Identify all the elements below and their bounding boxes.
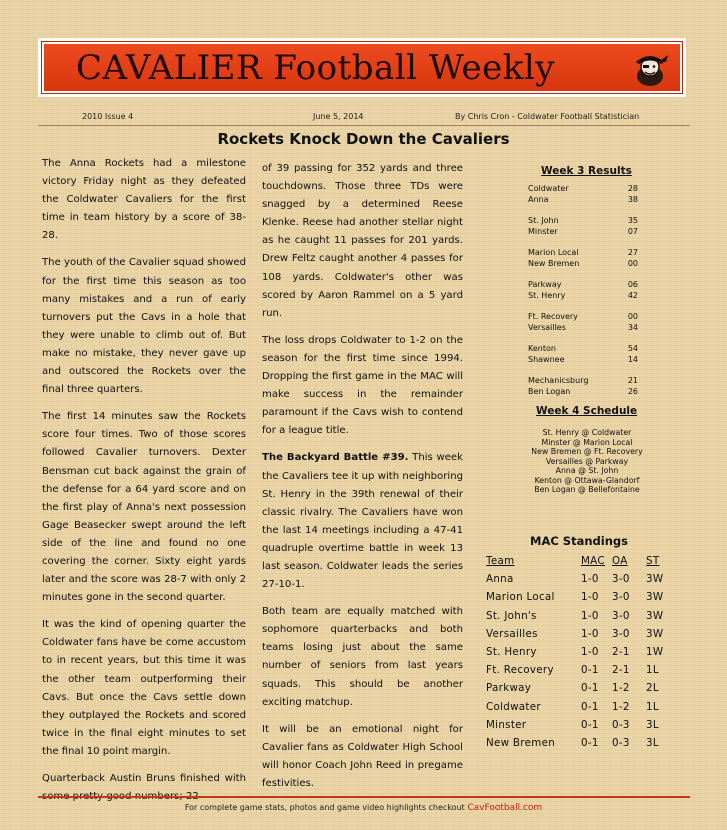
header-mac: MAC [581, 555, 605, 567]
standings-mac: 0-1 [581, 682, 599, 695]
paragraph: Quarterback Austin Bruns finished with some pretty good numbers; 22 [42, 773, 246, 803]
standings-streak: 3W [646, 573, 664, 586]
result-score: 38 [627, 195, 638, 204]
standings-streak: 3L [646, 718, 659, 731]
result-score: 14 [627, 355, 638, 364]
schedule-game: Minster @ Marion Local [541, 437, 633, 447]
standings-oa: 1-2 [612, 700, 630, 713]
schedule-game: Versailles @ Parkway [545, 456, 629, 466]
standings-team: Versailles [486, 627, 538, 640]
paragraph: The Anna Rockets had a milestone victory Friday night as they defeated the Coldwater Cavaliers for the first time in team history by a score of 38-28. [42, 158, 246, 242]
result-team: Mechanicsburg [528, 376, 589, 385]
issue-info-bar [0, 112, 727, 126]
standings-team: St. John's [486, 609, 537, 622]
standings-row [486, 698, 671, 716]
result-score: 34 [627, 323, 638, 332]
footer [0, 803, 727, 813]
standings-streak: 3W [646, 591, 664, 604]
standings-team: St. Henry [486, 645, 537, 658]
result-score: 28 [627, 184, 638, 193]
standings-title: MAC Standings [530, 534, 628, 548]
week3-results-title: Week 3 Results [541, 165, 632, 177]
masthead [38, 38, 686, 97]
standings-streak: 1W [646, 645, 664, 658]
schedule-game: Anna @ St. John [555, 466, 619, 475]
backyard-battle-text: This week the Cavaliers tee it up with neighboring St. Henry in the 39th renewal of their classic rivalry. The Cavaliers have won the last 14 meetings including a 47-41 quadruple overtime battle in week 13 last season. Coldwater leads the series 27-10-1. [262, 452, 463, 591]
standings-oa: 3-0 [612, 609, 630, 622]
issue-byline: By Chris Cron - Coldwater Football Statistician [455, 112, 640, 121]
standings-team: Minster [486, 718, 527, 731]
standings-row [486, 625, 671, 643]
standings-team: New Bremen [486, 736, 556, 749]
header-team: Team [486, 555, 515, 567]
standings-mac: 1-0 [581, 627, 599, 640]
paragraph: It will be an emotional night for Cavalier fans as Coldwater High School will honor Coach John Reed in pregame festivities. [262, 723, 463, 789]
standings-oa: 3-0 [612, 591, 630, 604]
result-score: 26 [627, 387, 638, 396]
standings-row [486, 734, 671, 752]
article-column-2 [262, 160, 463, 802]
standings-mac: 0-1 [581, 718, 599, 731]
header-oa: OA [612, 555, 628, 567]
standings-streak: 1L [646, 700, 659, 713]
standings-oa: 3-0 [612, 573, 630, 586]
result-score: 00 [627, 259, 638, 268]
result-team: Marion Local [528, 248, 579, 257]
standings-row [486, 588, 671, 606]
standings-oa: 2-1 [612, 645, 630, 658]
result-score: 07 [627, 227, 638, 236]
standings-table [486, 552, 671, 752]
result-score: 00 [627, 312, 638, 321]
result-team: Kenton [528, 344, 556, 353]
standings-row [486, 679, 671, 697]
standings-oa: 2-1 [612, 664, 630, 677]
standings-row [486, 607, 671, 625]
result-score: 54 [627, 344, 638, 353]
standings-mac: 0-1 [581, 700, 599, 713]
result-score: 35 [627, 216, 638, 225]
standings-streak: 3W [646, 609, 664, 622]
result-team: Minster [528, 227, 558, 236]
result-game [528, 343, 638, 365]
cavfootball-link[interactable]: CavFootball.com [467, 803, 543, 813]
header-divider [38, 125, 690, 126]
paragraph: Both team are equally matched with sophomore quarterbacks and both teams losing just about the same number of seniors from last years squads. This should be another exciting matchup. [262, 606, 463, 708]
result-game [528, 247, 638, 269]
standings-mac: 1-0 [581, 609, 599, 622]
paragraph: The first 14 minutes saw the Rockets score four times. Two of those scores followed Cavalier turnovers. Dexter Bensman cut back against the grain of the defense for a 64 yard score and on the first play of Anna's next possession Gage Beasecker swept around the left side of the line and found no one covering the corner. Sixty eight yards later and the score was 28-7 with only 2 minutes gone in the second quarter. [42, 411, 246, 604]
result-game [528, 375, 638, 397]
result-team: Coldwater [528, 184, 569, 193]
standings-oa: 0-3 [612, 718, 630, 731]
standings-team: Ft. Recovery [486, 664, 554, 677]
week3-results-list [528, 183, 638, 407]
result-score: 06 [627, 280, 638, 289]
standings-row [486, 643, 671, 661]
result-game [528, 311, 638, 333]
schedule-game: Kenton @ Ottawa-Glandorf [534, 475, 640, 485]
standings-mac: 0-1 [581, 736, 599, 749]
issue-number: 2010 Issue 4 [82, 112, 134, 121]
standings-mac: 1-0 [581, 573, 599, 586]
header-st: ST [646, 555, 660, 567]
standings-streak: 3W [646, 627, 664, 640]
standings-oa: 1-2 [612, 682, 630, 695]
result-score: 21 [627, 376, 638, 385]
result-team: Shawnee [528, 355, 565, 364]
footer-text: For complete game stats, photos and game video highlights checkout [184, 803, 468, 812]
result-team: Ben Logan [528, 387, 571, 396]
result-game [528, 215, 638, 237]
week4-schedule-list [512, 428, 662, 495]
paragraph: The loss drops Coldwater to 1-2 on the season for the first time since 1994. Dropping the first game in the MAC will make success in the remainder paramount if the Cavs wish to contend for a league title. [262, 334, 463, 437]
standings-mac: 1-0 [581, 591, 599, 604]
article-column-1 [42, 155, 246, 815]
result-team: St. John [528, 216, 559, 225]
article-headline: Rockets Knock Down the Cavaliers [217, 130, 510, 148]
result-team: Parkway [528, 280, 562, 289]
backyard-battle-heading: The Backyard Battle #39. [262, 452, 409, 464]
standings-oa: 0-3 [612, 736, 630, 749]
backyard-battle-paragraph [262, 449, 463, 594]
result-team: Ft. Recovery [528, 312, 578, 321]
standings-streak: 1L [646, 664, 659, 677]
result-team: Anna [528, 195, 549, 204]
standings-row [486, 661, 671, 679]
paragraph: of 39 passing for 352 yards and three touchdowns. Those three TDs were snagged by a determined Reese Klenke. Reese had another stellar night as he caught 11 passes for 201 yards. Drew Feltz caught another 4 passes for 108 yards. Coldwater's other was scored by Aaron Rammel on a 5 yard run. [262, 163, 463, 319]
paragraph: The youth of the Cavalier squad showed for the first time this season as too many mistakes and a run of early turnovers put the Cavs in a hole that they were unable to climb out of. But make no mistake, they never gave up and outscored the Rockets over the final three quarters. [42, 257, 246, 396]
week4-schedule-title: Week 4 Schedule [536, 405, 638, 417]
result-team: New Bremen [528, 259, 580, 268]
masthead-title: CAVALIER Football Weekly [76, 48, 555, 88]
result-game [528, 279, 638, 301]
footer-divider [38, 796, 690, 798]
standings-oa: 3-0 [612, 627, 630, 640]
result-score: 42 [627, 291, 638, 300]
issue-date: June 5, 2014 [313, 112, 364, 121]
result-score: 27 [627, 248, 638, 257]
standings-streak: 3L [646, 736, 659, 749]
paragraph: It was the kind of opening quarter the Coldwater fans have be come accustom to in recent years, but this time it was the other team outperforming their Cavs. But once the Cavs settle down they outplayed the Rockets and scored twice in the final eight minutes to set the final 10 point margin. [42, 619, 246, 757]
schedule-game: St. Henry @ Coldwater [542, 428, 632, 437]
standings-team: Coldwater [486, 700, 541, 713]
result-game [528, 183, 638, 205]
schedule-game: New Bremen @ Ft. Recovery [531, 447, 643, 456]
standings-streak: 2L [646, 682, 659, 695]
standings-header-row [486, 552, 671, 570]
schedule-game: Ben Logan @ Bellefontaine [534, 485, 640, 494]
masthead-banner [42, 42, 682, 93]
standings-row [486, 570, 671, 588]
standings-team: Anna [486, 573, 514, 586]
standings-row [486, 716, 671, 734]
cavalier-pirate-logo-icon [630, 49, 670, 87]
result-team: St. Henry [528, 291, 566, 300]
standings-team: Marion Local [486, 591, 555, 604]
standings-mac: 0-1 [581, 664, 599, 677]
standings-mac: 1-0 [581, 645, 599, 658]
standings-team: Parkway [486, 682, 532, 695]
result-team: Versailles [528, 323, 566, 332]
